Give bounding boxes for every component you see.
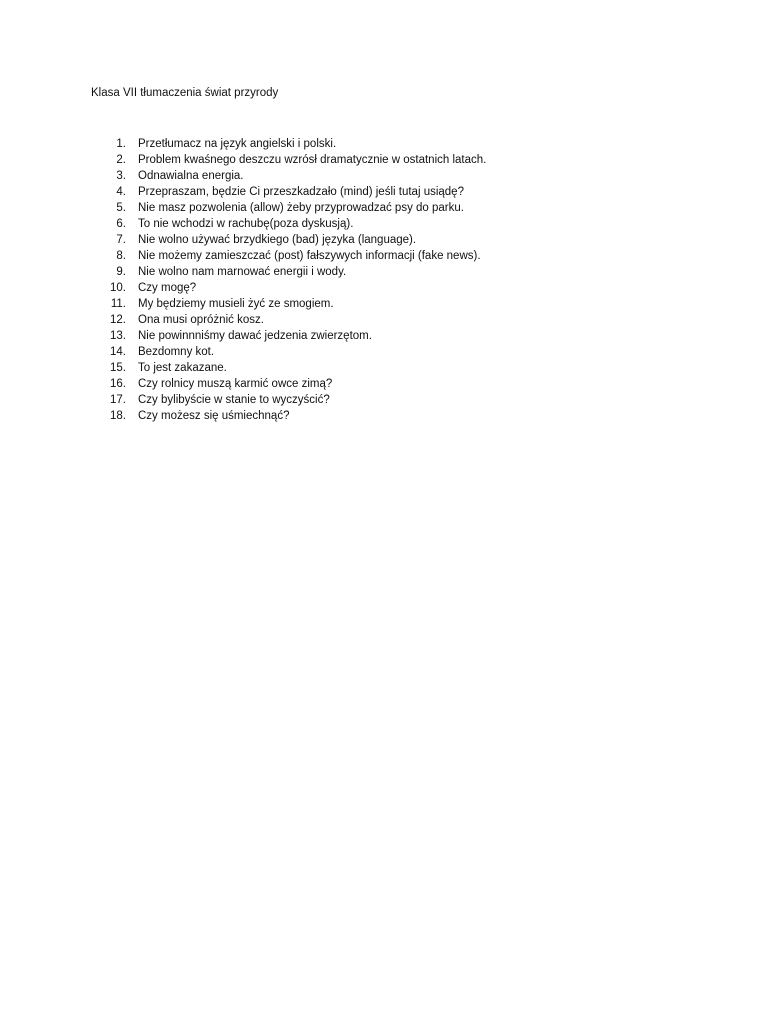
list-item	[91, 280, 486, 296]
item-number: 17.	[110, 394, 126, 406]
item-text: Nie masz pozwolenia (allow) żeby przyprowadzać psy do parku.	[138, 202, 464, 214]
list-item	[91, 328, 486, 344]
item-number: 10.	[110, 282, 126, 294]
item-text: Nie wolno używać brzydkiego (bad) języka (language).	[138, 234, 417, 246]
item-number: 4.	[116, 186, 126, 198]
item-text: Odnawialna energia.	[138, 170, 244, 182]
list-item	[91, 408, 486, 424]
list-item	[91, 152, 486, 168]
item-number: 11.	[110, 298, 126, 310]
item-text: Nie powinnniśmy dawać jedzenia zwierzętom.	[138, 330, 372, 342]
item-text: Bezdomny kot.	[138, 346, 215, 358]
list-item	[91, 360, 486, 376]
list-item	[91, 264, 486, 280]
item-text: To jest zakazane.	[138, 362, 227, 374]
item-text: Przepraszam, będzie Ci przeszkadzało (mind) jeśli tutaj usiądę?	[138, 186, 464, 198]
list-item	[91, 344, 486, 360]
item-number: 13.	[110, 330, 126, 342]
item-text: Czy możesz się uśmiechnąć?	[138, 410, 290, 422]
item-number: 15.	[110, 362, 126, 374]
item-number: 2.	[116, 154, 126, 166]
item-text: Czy mogę?	[138, 282, 197, 294]
sentence-list	[91, 136, 486, 424]
item-text: Problem kwaśnego deszczu wzrósł dramatycznie w ostatnich latach.	[138, 154, 487, 166]
list-item	[91, 392, 486, 408]
item-text: Czy rolnicy muszą karmić owce zimą?	[138, 378, 333, 390]
list-item	[91, 296, 486, 312]
item-number: 8.	[116, 250, 126, 262]
document-title: Klasa VII tłumaczenia świat przyrody	[91, 87, 279, 99]
item-number: 3.	[116, 170, 126, 182]
item-number: 6.	[116, 218, 126, 230]
list-item	[91, 232, 486, 248]
item-text: Przetłumacz na język angielski i polski.	[138, 138, 337, 150]
item-number: 9.	[116, 266, 126, 278]
list-item	[91, 376, 486, 392]
list-item	[91, 248, 486, 264]
item-text: Czy bylibyście w stanie to wyczyścić?	[138, 394, 330, 406]
item-number: 18.	[110, 410, 126, 422]
list-item	[91, 184, 486, 200]
list-item	[91, 168, 486, 184]
item-text: My będziemy musieli żyć ze smogiem.	[138, 298, 334, 310]
item-number: 7.	[116, 234, 126, 246]
list-item	[91, 200, 486, 216]
item-number: 12.	[110, 314, 126, 326]
item-text: To nie wchodzi w rachubę(poza dyskusją).	[138, 218, 354, 230]
list-item	[91, 312, 486, 328]
item-number: 5.	[116, 202, 126, 214]
item-number: 14.	[110, 346, 126, 358]
item-number: 1.	[116, 138, 126, 150]
list-item	[91, 216, 486, 232]
item-text: Nie wolno nam marnować energii i wody.	[138, 266, 347, 278]
item-number: 16.	[110, 378, 126, 390]
item-text: Ona musi opróżnić kosz.	[138, 314, 264, 326]
list-item	[91, 136, 486, 152]
item-text: Nie możemy zamieszczać (post) fałszywych informacji (fake news).	[138, 250, 481, 262]
